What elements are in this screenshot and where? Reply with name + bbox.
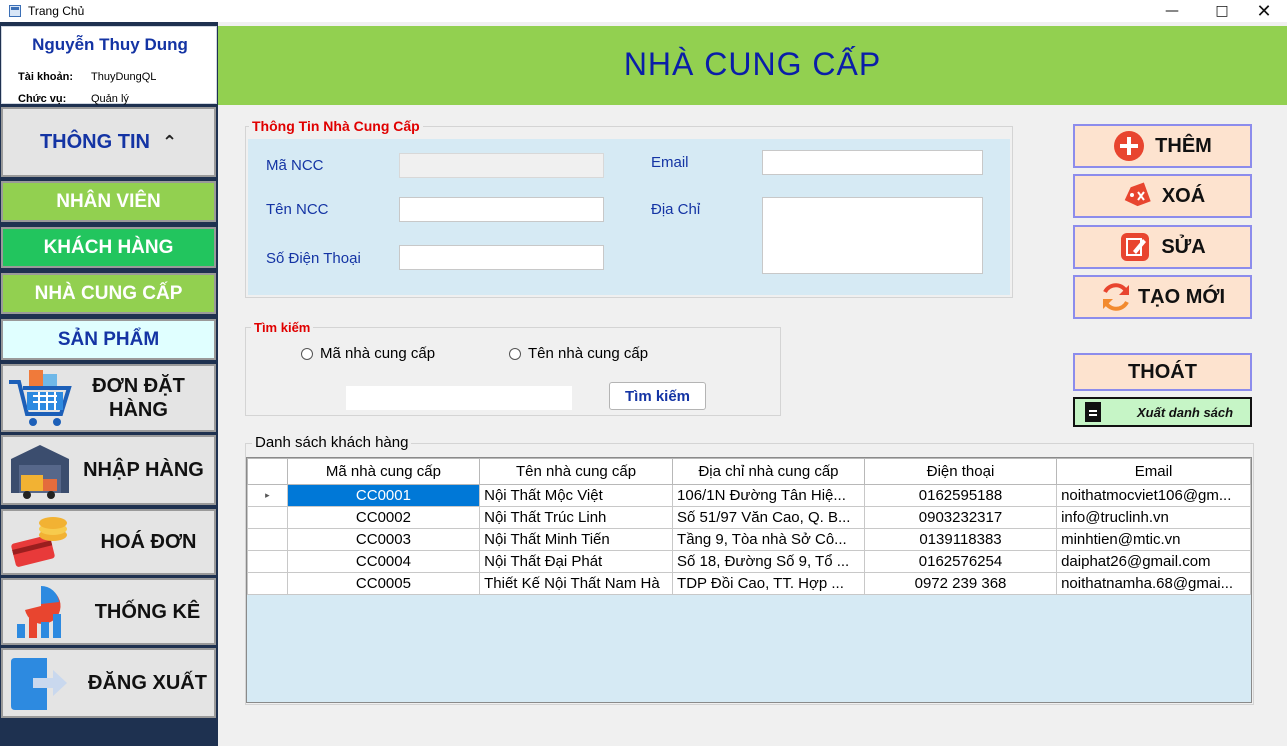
row-header-corner: [248, 459, 288, 485]
table-cell[interactable]: 0972 239 368: [864, 573, 1056, 595]
tag-delete-icon: [1120, 180, 1152, 212]
column-header[interactable]: Địa chỉ nhà cung cấp: [673, 459, 865, 485]
nav-customers-label: KHÁCH HÀNG: [43, 236, 174, 258]
column-header[interactable]: Điện thoại: [864, 459, 1056, 485]
table-cell[interactable]: 0162576254: [864, 551, 1056, 573]
table-cell[interactable]: Nội Thất Minh Tiến: [480, 529, 673, 551]
nav-import-button[interactable]: [1, 435, 216, 505]
export-button[interactable]: [1073, 397, 1252, 427]
chevron-up-icon: ⌃: [161, 131, 178, 152]
window-title: Trang Chủ: [28, 4, 85, 18]
account-value: ThuyDungQL: [91, 71, 157, 83]
delete-button[interactable]: [1073, 174, 1252, 218]
app-icon: [9, 5, 21, 17]
new-label: TẠO MỚI: [1137, 285, 1226, 308]
column-header[interactable]: Tên nhà cung cấp: [480, 459, 673, 485]
nav-info-label: THÔNG TIN: [39, 130, 150, 153]
document-icon: [1085, 402, 1101, 422]
address-label: Địa Chỉ: [651, 201, 701, 218]
code-field[interactable]: [399, 153, 604, 178]
warehouse-truck-icon: [7, 441, 73, 501]
column-header[interactable]: Email: [1057, 459, 1251, 485]
radio-circle-icon: [509, 348, 521, 360]
table-cell[interactable]: CC0004: [287, 551, 479, 573]
sidebar: [0, 22, 218, 746]
nav-stats-label: THỐNG KÊ: [94, 600, 201, 623]
table-cell[interactable]: 0903232317: [864, 507, 1056, 529]
role-value: Quản lý: [91, 93, 129, 105]
row-header[interactable]: [248, 573, 288, 595]
search-by-code-label: Mã nhà cung cấp: [320, 345, 436, 362]
supplier-info-title: Thông Tin Nhà Cung Cấp: [249, 118, 423, 134]
table-cell[interactable]: 0162595188: [864, 485, 1056, 507]
table-row[interactable]: [248, 485, 1251, 507]
nav-products-button[interactable]: [1, 319, 216, 360]
money-card-icon: [7, 513, 73, 573]
exit-label: THOÁT: [1128, 360, 1197, 383]
email-label: Email: [651, 154, 689, 171]
search-input[interactable]: [346, 386, 572, 410]
search-by-name-label: Tên nhà cung cấp: [528, 345, 649, 362]
table-cell[interactable]: Nội Thất Đại Phát: [480, 551, 673, 573]
minimize-button[interactable]: —: [1165, 3, 1179, 19]
table-header-row: [248, 459, 1251, 485]
nav-stats-button[interactable]: [1, 578, 216, 645]
table-cell[interactable]: Số 51/97 Văn Cao, Q. B...: [673, 507, 865, 529]
table-cell[interactable]: minhtien@mtic.vn: [1057, 529, 1251, 551]
search-button[interactable]: Tìm kiếm: [609, 382, 706, 410]
table-cell[interactable]: info@truclinh.vn: [1057, 507, 1251, 529]
search-group: [245, 327, 781, 416]
edit-button[interactable]: [1073, 225, 1252, 269]
table-cell[interactable]: Số 18, Đường Số 9, Tổ ...: [673, 551, 865, 573]
supplier-grid[interactable]: [246, 457, 1252, 703]
column-header[interactable]: Mã nhà cung cấp: [287, 459, 479, 485]
nav-suppliers-button[interactable]: [1, 273, 216, 314]
row-header[interactable]: [248, 529, 288, 551]
page-header: [218, 26, 1287, 105]
code-label: Mã NCC: [266, 157, 324, 174]
account-label: Tài khoản:: [18, 71, 74, 83]
search-by-code-radio[interactable]: [301, 345, 435, 362]
address-field[interactable]: [762, 197, 983, 274]
table-cell[interactable]: 0139118383: [864, 529, 1056, 551]
shopping-cart-icon: [7, 368, 73, 428]
close-button[interactable]: ✕: [1256, 0, 1272, 22]
edit-label: SỬA: [1161, 235, 1206, 258]
phone-label: Số Điện Thoại: [266, 250, 361, 267]
user-name: Nguyễn Thuy Dung: [32, 35, 188, 54]
plus-circle-icon: [1113, 130, 1145, 162]
table-row[interactable]: [248, 573, 1251, 595]
page-title: NHÀ CUNG CẤP: [623, 46, 882, 82]
table-row[interactable]: [248, 551, 1251, 573]
supplier-table: [247, 458, 1251, 595]
nav-import-label: NHẬP HÀNG: [83, 459, 204, 481]
delete-label: XOÁ: [1161, 184, 1206, 207]
table-cell[interactable]: Nội Thất Mộc Việt: [480, 485, 673, 507]
chart-icon: [7, 582, 73, 642]
table-row[interactable]: [248, 529, 1251, 551]
table-cell[interactable]: daiphat26@gmail.com: [1057, 551, 1251, 573]
search-title: Tìm kiếm: [251, 320, 313, 335]
user-panel: [1, 26, 217, 104]
edit-icon: [1119, 231, 1151, 263]
role-label: Chức vụ:: [18, 93, 67, 105]
window-titlebar: [0, 0, 1287, 22]
supplier-info-panel: [248, 139, 1010, 295]
nav-logout-button[interactable]: [1, 648, 216, 718]
table-cell[interactable]: Tầng 9, Tòa nhà Sở Cô...: [673, 529, 865, 551]
row-header[interactable]: [248, 507, 288, 529]
new-button[interactable]: [1073, 275, 1252, 319]
nav-employees-button[interactable]: [1, 181, 216, 222]
table-cell[interactable]: Thiết Kế Nội Thất Nam Hà: [480, 573, 673, 595]
nav-orders-label: ĐƠN ĐẶT HÀNG: [92, 375, 185, 421]
table-cell[interactable]: 106/1N Đường Tân Hiệ...: [673, 485, 865, 507]
radio-circle-icon: [301, 348, 313, 360]
table-row[interactable]: [248, 507, 1251, 529]
add-label: THÊM: [1155, 134, 1212, 157]
nav-invoice-button[interactable]: [1, 509, 216, 575]
maximize-button[interactable]: □: [1215, 3, 1229, 19]
current-row-arrow-icon[interactable]: ▸: [248, 485, 288, 507]
supplier-info-group: [245, 126, 1013, 298]
nav-invoice-label: HOÁ ĐƠN: [100, 531, 197, 553]
table-cell[interactable]: CC0003: [287, 529, 479, 551]
nav-products-label: SẢN PHẨM: [57, 328, 160, 350]
export-label: Xuất danh sách: [1137, 404, 1234, 420]
nav-employees-label: NHÂN VIÊN: [56, 190, 161, 212]
table-cell[interactable]: TDP Đồi Cao, TT. Hợp ...: [673, 573, 865, 595]
nav-customers-button[interactable]: [1, 227, 216, 268]
name-label: Tên NCC: [266, 201, 329, 218]
table-cell[interactable]: noithatnamha.68@gmai...: [1057, 573, 1251, 595]
nav-info-button[interactable]: [1, 107, 216, 177]
nav-logout-label: ĐĂNG XUẤT: [88, 672, 207, 694]
add-button[interactable]: [1073, 124, 1252, 168]
table-cell[interactable]: CC0005: [287, 573, 479, 595]
search-by-name-radio[interactable]: [509, 345, 648, 362]
name-field[interactable]: [399, 197, 604, 222]
logout-icon: [7, 654, 73, 714]
email-field[interactable]: [762, 150, 983, 175]
table-cell[interactable]: Nội Thất Trúc Linh: [480, 507, 673, 529]
row-header[interactable]: [248, 551, 288, 573]
table-cell[interactable]: CC0002: [287, 507, 479, 529]
refresh-icon: [1100, 281, 1132, 313]
supplier-list-title: Danh sách khách hàng: [252, 434, 411, 451]
table-cell[interactable]: CC0001: [287, 485, 479, 507]
exit-button[interactable]: [1073, 353, 1252, 391]
nav-orders-button[interactable]: [1, 364, 216, 432]
nav-suppliers-label: NHÀ CUNG CẤP: [34, 282, 183, 304]
phone-field[interactable]: [399, 245, 604, 270]
table-cell[interactable]: noithatmocviet106@gm...: [1057, 485, 1251, 507]
